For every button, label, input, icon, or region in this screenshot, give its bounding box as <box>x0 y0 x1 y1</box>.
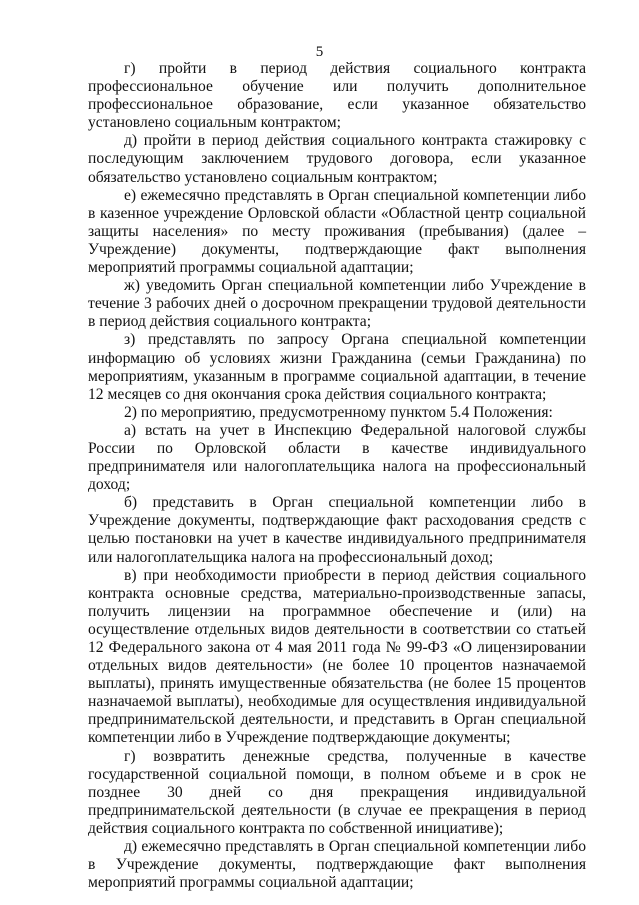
paragraph-1-g: г) пройти в период действия социального контракта профессиональное обучение или получить дополнительное профессиональное образование, если указанное обязательство установлено социальным контрактом; <box>88 60 586 132</box>
paragraph-2-heading: 2) по мероприятию, предусмотренному пунктом 5.4 Положения: <box>124 403 553 421</box>
paragraph-2-v: в) при необходимости приобрести в период действия социального контракта основные средства, материально-производственные запасы, получить лицензии на программное обеспечение и (или) на осуществление отдельных видов деятельности в соответствии со статьей 12 Федерального закона от 4 мая 2011 года № 99-ФЗ «О лицензировании отдельных видов деятельности» (не более 10 процентов назначаемой выплаты), принять имущественные обязательства (не более 15 процентов назначаемой выплаты), необходимые для осуществления индивидуальной предпринимательской деятельности, и представить в Орган специальной компетенции либо в Учреждение подтверждающие документы; <box>88 566 586 747</box>
paragraph-2-b: б) представить в Орган специальной компетенции либо в Учреждение документы, подтверждающие факт расходования средств с целью постановки на учет в качестве индивидуального предпринимателя или налогоплательщика налога на профессиональный доход; <box>88 494 586 566</box>
paragraph-1-z: з) представлять по запросу Органа специальной компетенции информацию об условиях жизни Гражданина (семьи Гражданина) по мероприятиям, указанным в программе социальной адаптации, в течение 12 месяцев со дня окончания срока действия социального контракта; <box>88 331 586 403</box>
document-body <box>88 60 586 892</box>
page-number: 5 <box>315 44 324 60</box>
paragraph-2-a: а) встать на учет в Инспекцию Федеральной налоговой службы России по Орловской области в качестве индивидуального предпринимателя или налогоплательщика налога на профессиональный доход; <box>88 421 586 494</box>
paragraph-2-g: г) возвратить денежные средства, полученные в качестве государственной социальной помощи, в полном объеме и в срок не позднее 30 дней со дня прекращения индивидуальной предпринимательской деятельности (в случае ее прекращения в период действия социального контракта по собственной инициативе); <box>88 747 586 837</box>
paragraph-1-d: д) пройти в период действия социального контракта стажировку с последующим заключением трудового договора, если указанное обязательство установлено социальным контрактом; <box>88 132 586 186</box>
paragraph-1-zh: ж) уведомить Орган специальной компетенции либо Учреждение в течение 3 рабочих дней о досрочном прекращении трудовой деятельности в период действия социального контракта; <box>88 277 586 331</box>
paragraph-1-e: е) ежемесячно представлять в Орган специальной компетенции либо в казенное учреждение Орловской области «Областной центр социальной защиты населения» по месту проживания (пребывания) (далее – Учреждение) документы, подтверждающие факт выполнения мероприятий программы социальной адаптации; <box>88 186 586 277</box>
paragraph-2-d: д) ежемесячно представлять в Орган специальной компетенции либо в Учреждение документы, подтверждающие факт выполнения мероприятий программы социальной адаптации; <box>88 838 586 892</box>
